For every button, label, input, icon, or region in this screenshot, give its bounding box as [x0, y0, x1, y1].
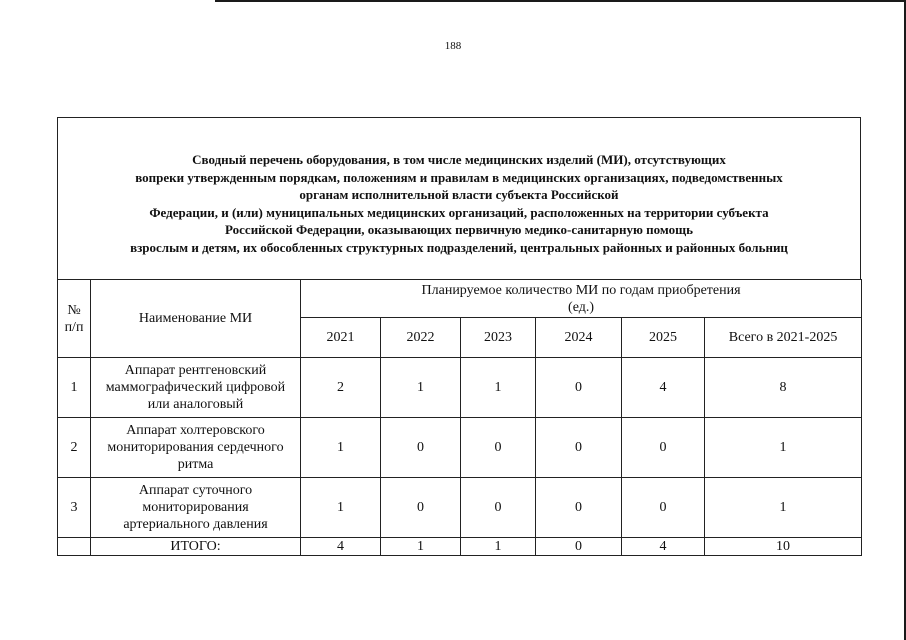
total-row — [58, 538, 862, 556]
row-value: 1 — [301, 478, 381, 538]
total-value: 1 — [461, 538, 536, 556]
row-value: 0 — [461, 418, 536, 478]
total-value: 4 — [301, 538, 381, 556]
total-value: 0 — [536, 538, 622, 556]
header-year-2021: 2021 — [301, 318, 381, 358]
row-value: 1 — [461, 358, 536, 418]
title-line-3: органам исполнительной власти субъекта Российской — [299, 187, 619, 202]
table-row — [58, 418, 862, 478]
title-line-5: Российской Федерации, оказывающих первичную медико-санитарную помощь — [225, 222, 693, 237]
row-value: 0 — [461, 478, 536, 538]
page-number: 188 — [444, 40, 462, 52]
table-row — [58, 478, 862, 538]
header-total-period: Всего в 2021-2025 — [705, 318, 862, 358]
title-line-1: Сводный перечень оборудования, в том числе медицинских изделий (МИ), отсутствующих — [192, 152, 726, 167]
row-value: 2 — [301, 358, 381, 418]
header-year-2025: 2025 — [622, 318, 705, 358]
header-name: Наименование МИ — [91, 280, 301, 358]
total-empty-cell — [58, 538, 91, 556]
document-frame — [57, 117, 861, 554]
header-row-1 — [58, 280, 862, 318]
title-line-6: взрослым и детям, их обособленных структурных подразделений, центральных районных и районных больниц — [130, 239, 788, 255]
equipment-table — [57, 279, 862, 556]
header-number: № п/п — [58, 280, 91, 358]
row-total: 1 — [705, 478, 862, 538]
row-value: 0 — [622, 418, 705, 478]
row-value: 4 — [622, 358, 705, 418]
row-value: 0 — [536, 478, 622, 538]
total-label: ИТОГО: — [91, 538, 301, 556]
row-number: 3 — [58, 478, 91, 538]
scan-edge-top — [215, 0, 906, 2]
row-value: 1 — [301, 418, 381, 478]
row-value: 0 — [381, 478, 461, 538]
title-line-4: Федерации, и (или) муниципальных медицинских организаций, расположенных на территории субъекта — [149, 204, 769, 220]
table-row — [58, 358, 862, 418]
row-value: 1 — [381, 358, 461, 418]
header-year-2023: 2023 — [461, 318, 536, 358]
total-value: 4 — [622, 538, 705, 556]
row-total: 8 — [705, 358, 862, 418]
title-line-2: вопреки утвержденным порядкам, положениям и правилам в медицинских организациях, подведомственных — [135, 169, 783, 185]
row-number: 1 — [58, 358, 91, 418]
row-value: 0 — [536, 358, 622, 418]
row-total: 1 — [705, 418, 862, 478]
total-grand: 10 — [705, 538, 862, 556]
row-value: 0 — [536, 418, 622, 478]
document-title — [57, 117, 861, 279]
row-item-name: Аппарат рентгеновский маммографический цифровой или аналоговый — [91, 358, 301, 418]
row-value: 0 — [381, 418, 461, 478]
row-item-name: Аппарат холтеровского мониторирования сердечного ритма — [91, 418, 301, 478]
header-planned-quantity: Планируемое количество МИ по годам приобретения (ед.) — [301, 280, 862, 318]
row-item-name: Аппарат суточного мониторирования артериального давления — [91, 478, 301, 538]
header-year-2022: 2022 — [381, 318, 461, 358]
row-value: 0 — [622, 478, 705, 538]
row-number: 2 — [58, 418, 91, 478]
header-year-2024: 2024 — [536, 318, 622, 358]
total-value: 1 — [381, 538, 461, 556]
